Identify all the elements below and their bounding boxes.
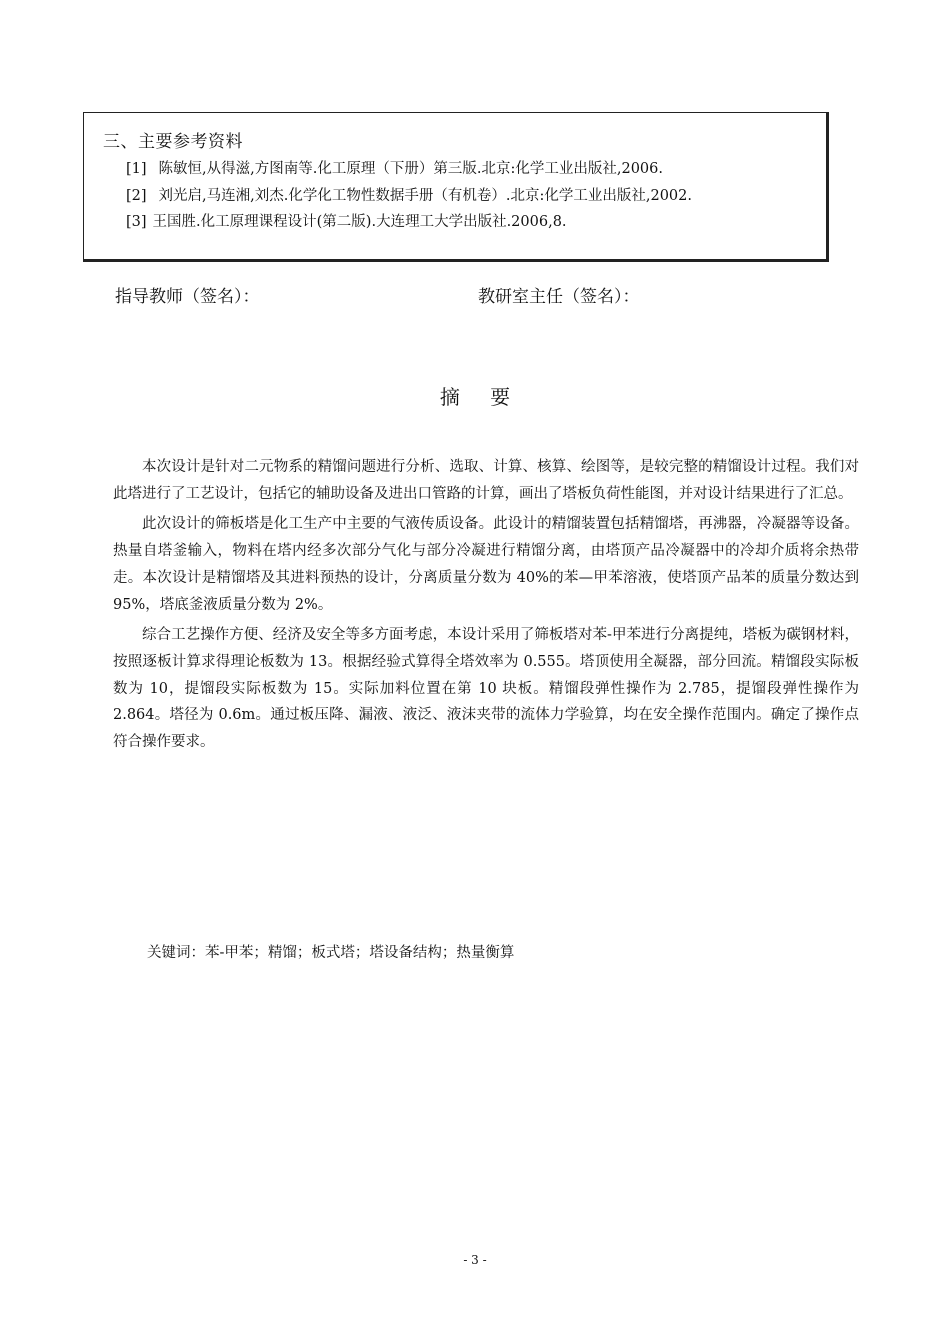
abstract-paragraph: 本次设计是针对二元物系的精馏问题进行分析、选取、计算、核算、绘图等，是较完整的精馏设计过程。我们对此塔进行了工艺设计，包括它的辅助设备及进出口管路的计算，画出了塔板负荷性能图，并对设计结果进行了汇总。: [113, 459, 859, 502]
reference-item: [126, 157, 663, 178]
abstract-title: 摘 要: [439, 385, 523, 409]
references-heading: 三、主要参考资料: [103, 132, 243, 152]
reference-number: [1]: [126, 161, 147, 177]
abstract-paragraph: 综合工艺操作方便、经济及安全等多方面考虑，本设计采用了筛板塔对苯-甲苯进行分离提纯，塔板为碳钢材料，按照逐板计算求得理论板数为 13。根据经验式算得全塔效率为 0.555。塔顶使用全凝器，部分回流。精馏段实际板数为 10，提馏段实际板数为 15。实际加料位置在第 10 块板。精馏段弹性操作为 2.785，提馏段弹性操作为 2.864。塔径为 0.6m。通过板压降、漏液、液泛、液沫夹带的流体力学验算，均在安全操作范围内。确定了操作点符合操作要求。: [113, 627, 859, 751]
page-number: - 3 -: [463, 1253, 487, 1267]
abstract-body: [113, 454, 859, 760]
reference-text: 陈敏恒,从得滋,方图南等.化工原理（下册）第三版.北京:化学工业出版社,2006.: [158, 161, 663, 177]
reference-item: [126, 210, 567, 231]
reference-text: 刘光启,马连湘,刘杰.化学化工物性数据手册（有机卷）.北京:化学工业出版社,2002.: [158, 188, 692, 204]
reference-item: [126, 184, 692, 205]
keywords: 关键词：苯-甲苯；精馏；板式塔；塔设备结构；热量衡算: [147, 945, 515, 961]
abstract-paragraph: 此次设计的筛板塔是化工生产中主要的气液传质设备。此设计的精馏装置包括精馏塔，再沸器，冷凝器等设备。热量自塔釜输入，物料在塔内经多次部分气化与部分冷凝进行精馏分离，由塔顶产品冷凝器中的冷却介质将余热带走。本次设计是精馏塔及其进料预热的设计，分离质量分数为 40%的苯—甲苯溶液，使塔顶产品苯的质量分数达到 95%，塔底釜液质量分数为 2%。: [113, 516, 859, 613]
reference-text: 王国胜.化工原理课程设计(第二版).大连理工大学出版社.2006,8.: [152, 214, 567, 230]
reference-number: [2]: [126, 188, 147, 204]
reference-number: [3]: [126, 214, 147, 230]
references-box: [83, 112, 829, 262]
advisor-signature-label: 指导教师（签名）：: [115, 287, 260, 307]
director-signature-label: 教研室主任（签名）：: [478, 287, 640, 307]
